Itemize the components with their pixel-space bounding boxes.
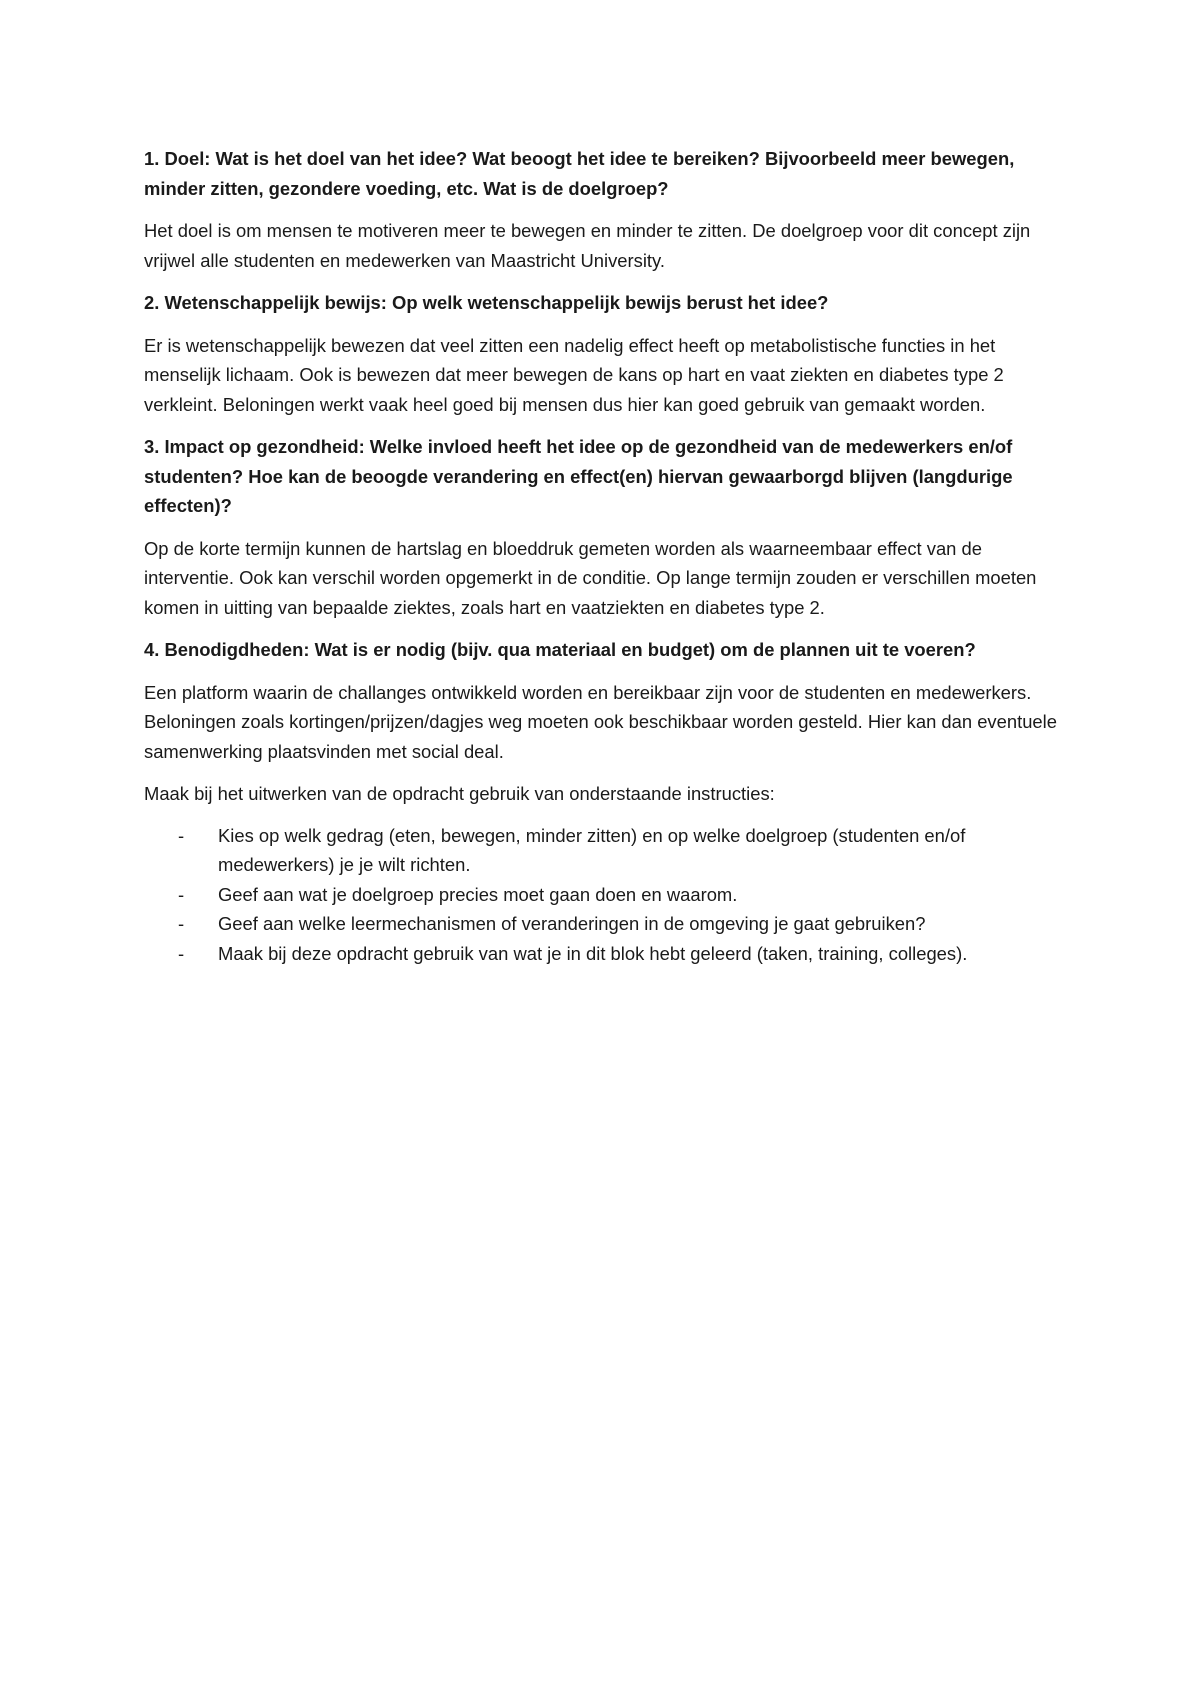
dash-bullet: - (178, 913, 185, 934)
list-item-text: Maak bij deze opdracht gebruik van wat je in dit blok hebt geleerd (taken, training, colleges). (218, 942, 968, 964)
list-item (144, 821, 1064, 880)
section-3-question: 3. Impact op gezondheid: Welke invloed heeft het idee op de gezondheid van de medewerkers en/of studenten? Hoe kan de beoogde verandering en effect(en) hiervan gewaarborgd blijven (langdurige effecten)? (144, 436, 1013, 516)
document-body (144, 144, 1064, 968)
section-2-answer: Er is wetenschappelijk bewezen dat veel zitten een nadelig effect heeft op metabolistische functies in het menselijk lichaam. Ook is bewezen dat meer bewegen de kans op hart en vaat ziekten en diabetes type 2 verkleint. Beloningen werkt vaak heel goed bij mensen dus hier kan goed gebruik van gemaakt worden. (144, 334, 1004, 415)
instructions-list (144, 821, 1064, 969)
list-item (144, 880, 1064, 910)
list-item-text: Geef aan welke leermechanismen of veranderingen in de omgeving je gaat gebruiken? (218, 913, 926, 934)
section-1-answer: Het doel is om mensen te motiveren meer te bewegen en minder te zitten. De doelgroep voor dit concept zijn vrijwel alle studenten en medewerken van Maastricht University. (144, 220, 1031, 271)
dash-bullet: - (178, 824, 185, 846)
list-item-text: Kies op welk gedrag (eten, bewegen, minder zitten) en op welke doelgroep (studenten en/of medewerkers) je je wilt richten. (218, 824, 966, 875)
section-1-question: 1. Doel: Wat is het doel van het idee? Wat beoogt het idee te bereiken? Bijvoorbeeld meer bewegen, minder zitten, gezondere voeding, etc. Wat is de doelgroep? (144, 148, 1015, 199)
list-item-text: Geef aan wat je doelgroep precies moet gaan doen en waarom. (218, 883, 738, 905)
section-2-question: 2. Wetenschappelijk bewijs: Op welk wetenschappelijk bewijs berust het idee? (144, 292, 829, 313)
dash-bullet: - (178, 942, 185, 964)
instructions-intro: Maak bij het uitwerken van de opdracht gebruik van onderstaande instructies: (144, 783, 775, 804)
section-4-answer: Een platform waarin de challanges ontwikkeld worden en bereikbaar zijn voor de studenten en medewerkers. Beloningen zoals kortingen/prijzen/dagjes weg moeten ook beschikbaar worden gesteld. Hier kan dan eventuele samenwerking plaatsvinden met social deal. (144, 681, 1057, 762)
dash-bullet: - (178, 883, 185, 905)
section-4-question: 4. Benodigdheden: Wat is er nodig (bijv. qua materiaal en budget) om de plannen uit te voeren? (144, 639, 976, 660)
list-item (144, 909, 1064, 939)
list-item (144, 939, 1064, 969)
section-3-answer: Op de korte termijn kunnen de hartslag en bloeddruk gemeten worden als waarneembaar effect van de interventie. Ook kan verschil worden opgemerkt in de conditie. Op lange termijn zouden er verschillen moeten komen in uitting van bepaalde ziektes, zoals hart en vaatziekten en diabetes type 2. (144, 537, 1037, 618)
